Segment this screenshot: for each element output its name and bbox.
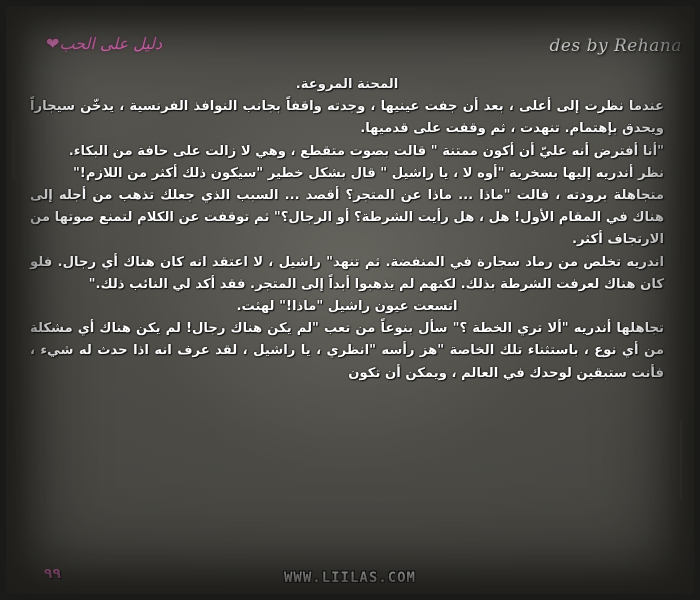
scratch-mark (680, 420, 682, 500)
story-paragraph: تجاهلها أندريه "ألا تري الخطة ؟" سأل بنوعاً من تعب "لم يكن هناك رجال! لم يكن هناك أي مشكلة من أي نوع ، باستثناء تلك الخاصة "هز رأسه "انظري ، يا راشيل ، لقد عرف انه اذا حدث له شيء ، فأنت ستبقين لوحدك في العالم ، ويمكن أن تكون (30, 321, 664, 381)
story-text (30, 74, 664, 385)
story-paragraph: اتسعت عيون راشيل "ماذا!" لهثت. (236, 299, 458, 315)
story-paragraph: متجاهلة برودته ، قالت "ماذا ... ماذا عن المتجر؟ أقصد ... السبب الذي جعلك تذهب من أجله إلى هناك في المقام الأول! هل ، هل رأيت الشرطة؟ أو الرجال؟" ثم توقفت عن الكلام لتمنع صوتها من الارتجاف أكثر. (30, 188, 664, 248)
heart-icon: ❤ (46, 34, 60, 53)
scratch-mark (300, 8, 420, 10)
brand-text: دليل على الحب (59, 34, 163, 53)
designer-credit: des by Rehana (549, 36, 682, 56)
site-url[interactable]: WWW.LIILAS.COM (283, 570, 416, 586)
story-paragraph: "أنا أفترض أنه عليّ أن أكون ممتنة " قالت بصوت متقطع ، وهي لا زالت على حافة من البكاء. (68, 143, 664, 159)
story-paragraph: عندما نظرت إلى أعلى ، بعد أن جفت عينيها ، وجدته واقفاً بجانب النوافذ الفرنسية ، يدخّن سيجاراً ويحدق بإهتمام. تنهدت ، ثم وقفت على قدميها. (30, 99, 664, 137)
story-title: المحنة المروعة. (295, 77, 399, 92)
story-paragraph: نظر أندريه إليها بسخرية "أوه لا ، يا راشيل " قال بشكل خطير "سيكون ذلك أكثر من اللازم!" (72, 165, 664, 181)
story-paragraph: اندريه تخلص من رماد سجارة في المنفضة. ثم تنهد" راشيل ، لا اعتقد انه كان هناك أي رجال. فلو كان هناك لعرفت الشرطة بذلك. لكنهم لم يذهبوا أبداً إلى المتجر. فقد أكد لي النائب ذلك." (30, 254, 664, 292)
scratch-mark (12, 120, 15, 180)
brand-signature (42, 34, 162, 53)
page-number: ٩٩ (44, 566, 62, 582)
